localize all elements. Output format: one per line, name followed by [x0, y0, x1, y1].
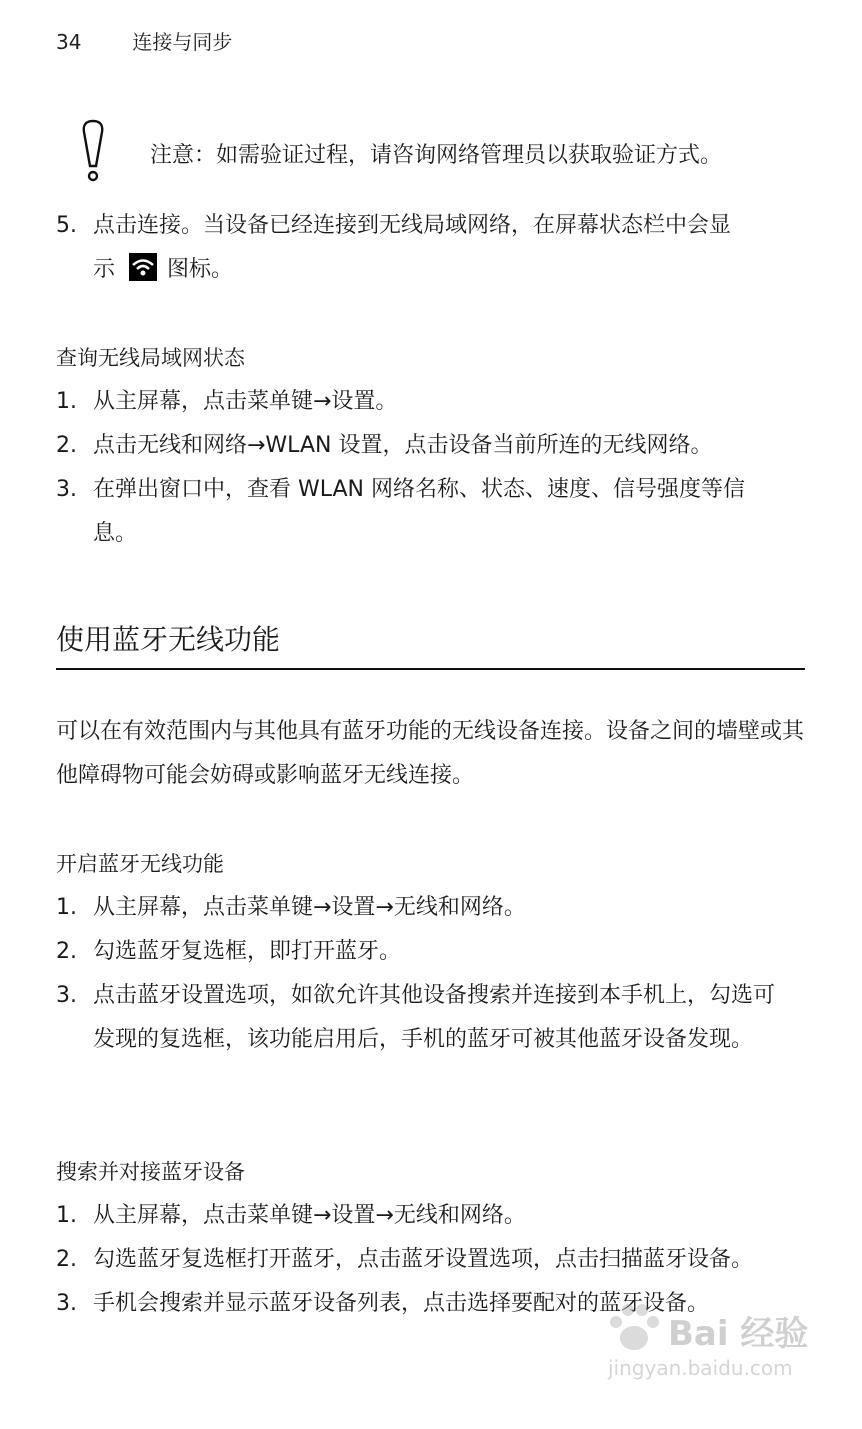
list-item: 2. 勾选蓝牙复选框打开蓝牙，点击蓝牙设置选项，点击扫描蓝牙设备。 [56, 1247, 754, 1272]
enable-bluetooth-list [56, 886, 816, 1062]
baidu-watermark [598, 1296, 818, 1396]
step-line-1: 点击连接。当设备已经连接到无线局域网络，在屏幕状态栏中会显 [93, 213, 732, 238]
step-line-2-end: 图标。 [167, 257, 234, 282]
wlan-status-list [56, 380, 816, 556]
step-line-2-start: 示 [93, 257, 116, 282]
section-title-wlan-status: 查询无线局域网状态 [56, 346, 245, 370]
watermark-url: jingyan.baidu.com [608, 1356, 793, 1380]
note-text: 注意：如需验证过程，请咨询网络管理员以获取验证方式。 [150, 143, 723, 168]
list-item: 3. 手机会搜索并显示蓝牙设备列表，点击选择要配对的蓝牙设备。 [56, 1291, 710, 1316]
step-number: 5. [56, 213, 77, 238]
wifi-icon [129, 253, 157, 281]
list-item: 1. 从主屏幕，点击菜单键→设置→无线和网络。 [56, 895, 526, 920]
chapter-title: 连接与同步 [132, 30, 233, 54]
section-heading-bluetooth: 使用蓝牙无线功能 [56, 618, 805, 670]
watermark-brand: Bai 经验 [668, 1314, 809, 1354]
section-title-enable-bluetooth: 开启蓝牙无线功能 [56, 852, 224, 876]
page-number: 34 [56, 30, 82, 54]
exclamation-icon [80, 118, 106, 184]
paw-icon [602, 1296, 666, 1360]
page-header [56, 26, 232, 55]
list-item: 2. 勾选蓝牙复选框，即打开蓝牙。 [56, 939, 402, 964]
note-box [80, 118, 820, 188]
step-5 [56, 204, 816, 292]
list-item: 1. 从主屏幕，点击菜单键→设置→无线和网络。 [56, 1203, 526, 1228]
list-item: 2. 点击无线和网络→WLAN 设置，点击设备当前所连的无线网络。 [56, 433, 713, 458]
list-item: 1. 从主屏幕，点击菜单键→设置。 [56, 389, 398, 414]
bluetooth-intro: 可以在有效范围内与其他具有蓝牙功能的无线设备连接。设备之间的墙壁或其他障碍物可能会妨碍或影响蓝牙无线连接。 [56, 719, 805, 788]
list-item: 3. 点击蓝牙设置选项，如欲允许其他设备搜索并连接到本手机上，勾选可发现的复选框，该功能启用后，手机的蓝牙可被其他蓝牙设备发现。 [56, 983, 776, 1052]
list-item: 3. 在弹出窗口中，查看 WLAN 网络名称、状态、速度、信号强度等信息。 [56, 477, 746, 546]
section-title-pair-bluetooth: 搜索并对接蓝牙设备 [56, 1160, 245, 1184]
